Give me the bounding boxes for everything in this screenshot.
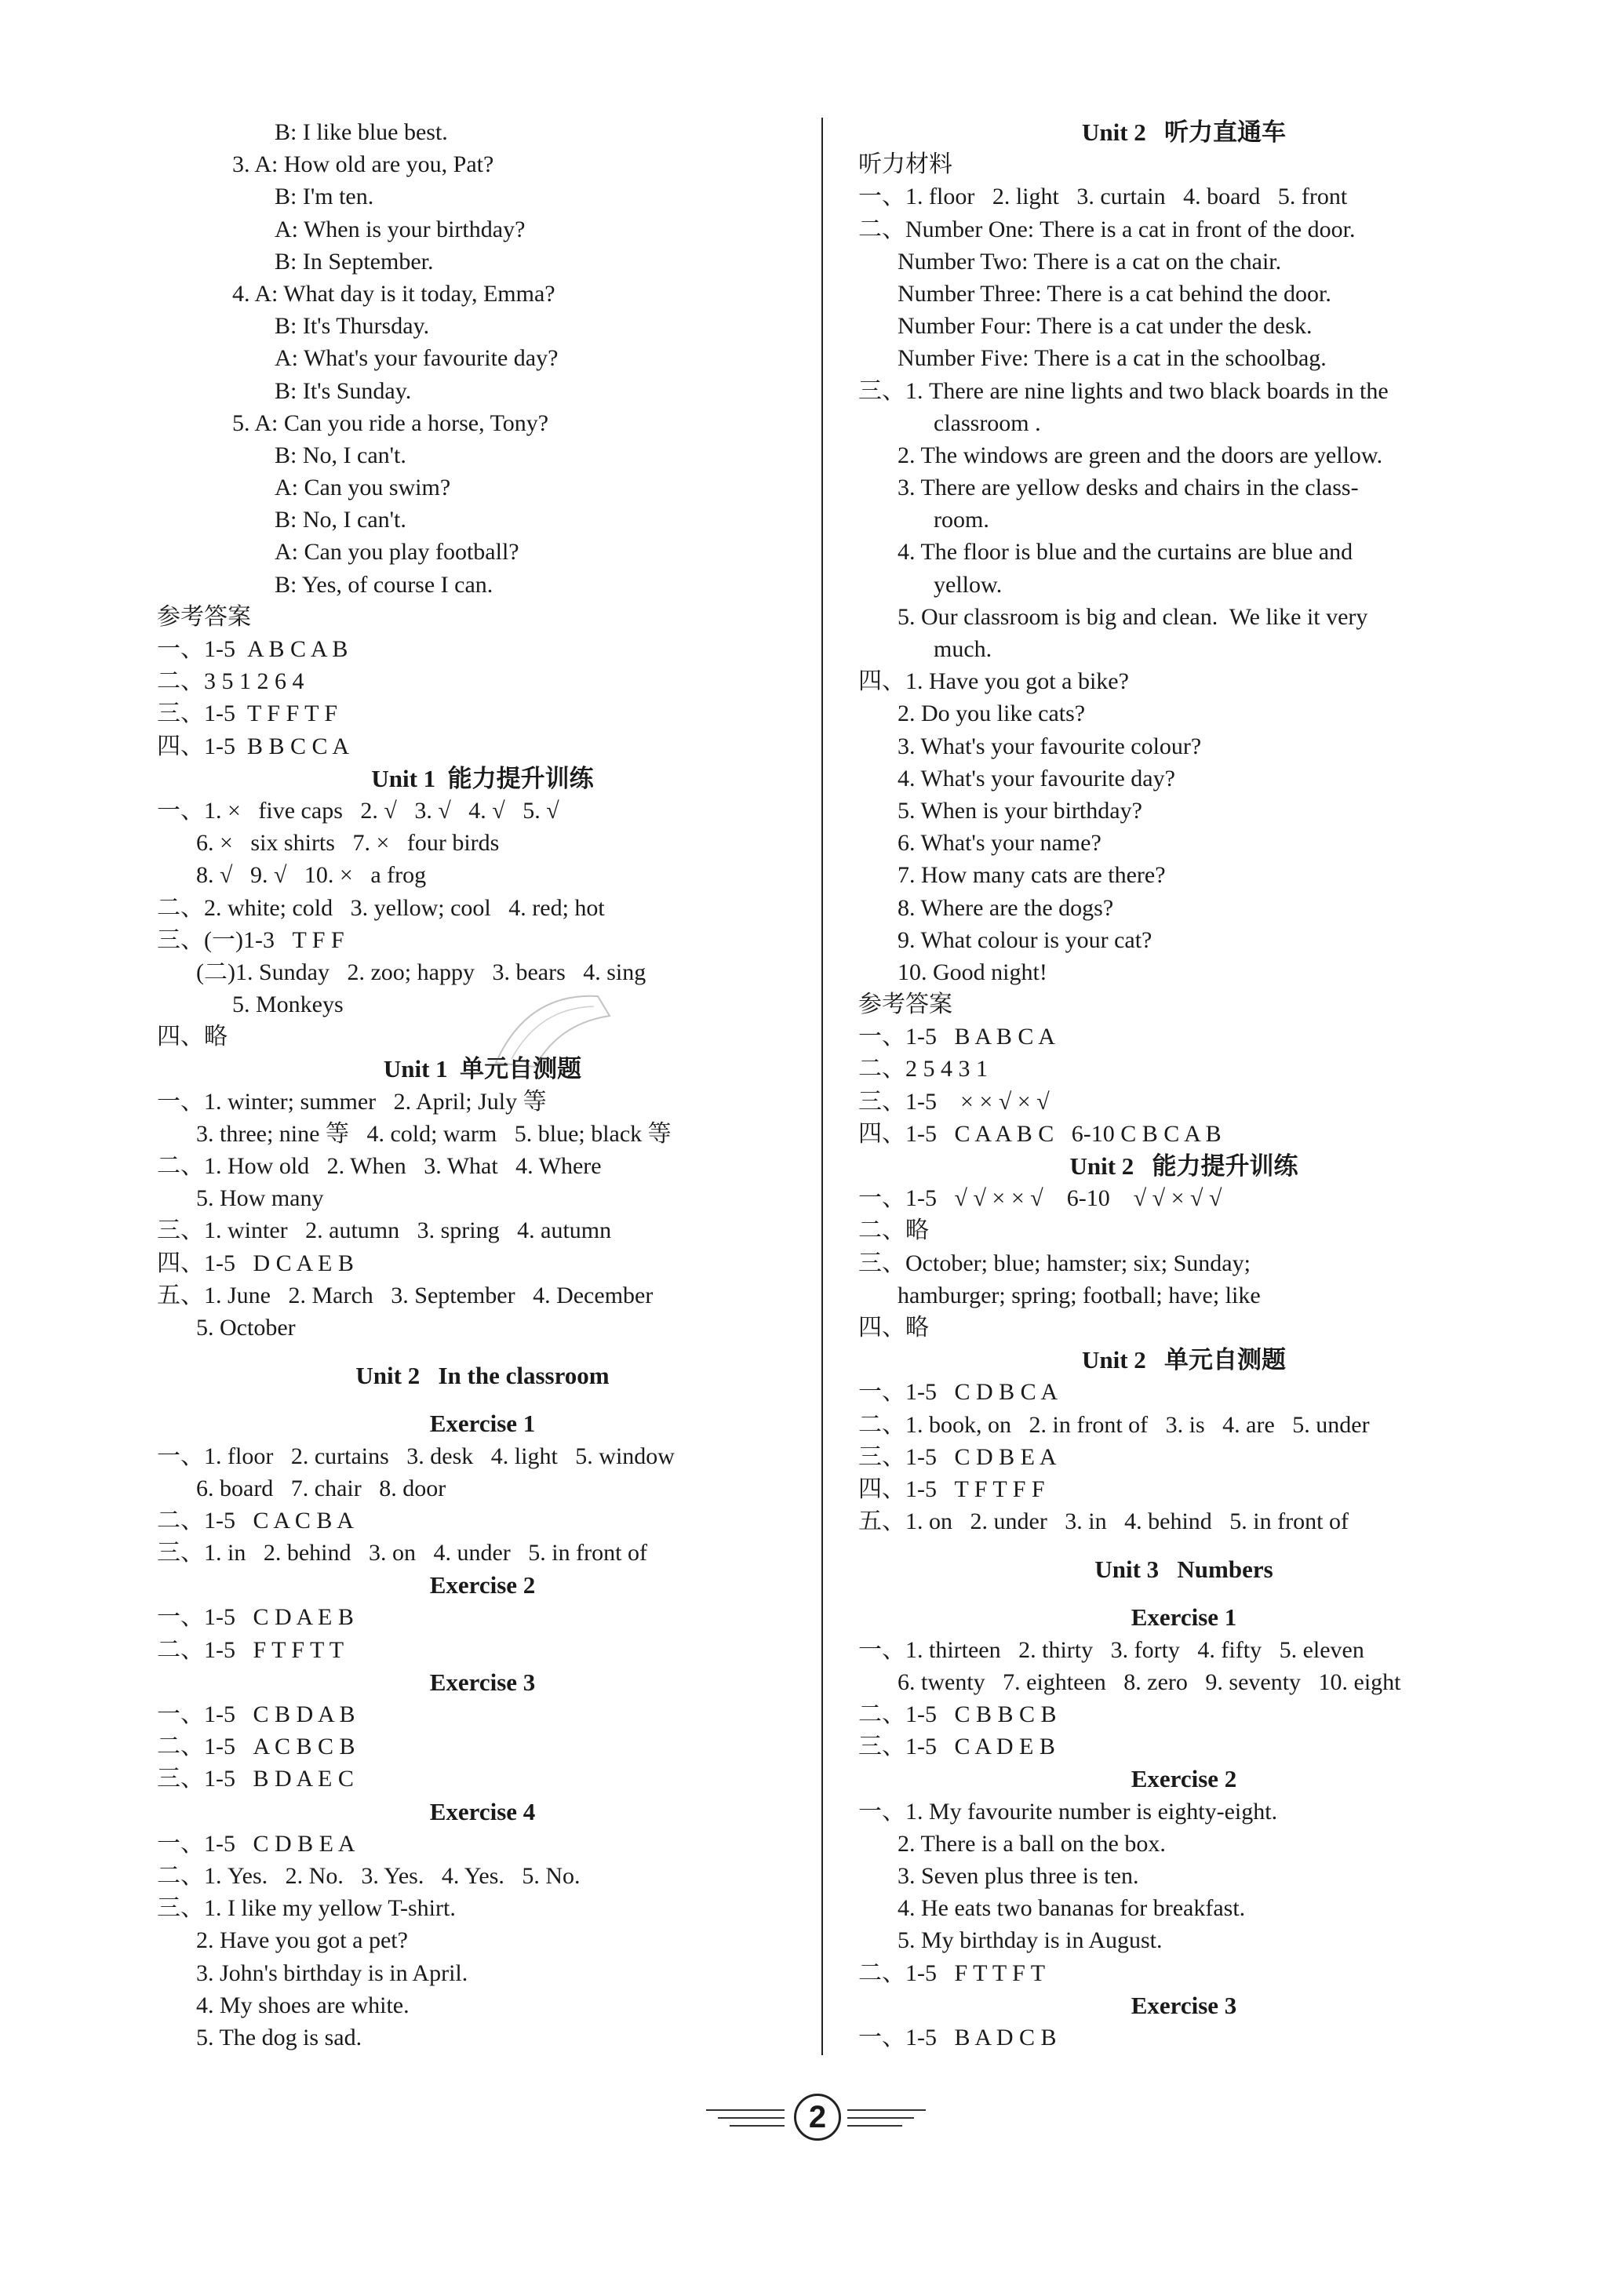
text-line: 5. My birthday is in August. [898, 1927, 1163, 1954]
text-line: 二、Number One: There is a cat in front of the door. [858, 216, 1356, 242]
text-line: classroom . [934, 409, 1041, 436]
text-line: 三、1-5 C D B E A [858, 1443, 1057, 1470]
text-line: B: In September. [275, 248, 434, 275]
text-line: 2. Have you got a pet? [196, 1927, 408, 1954]
section-heading: Exercise 3 [1131, 1991, 1237, 2019]
text-line: B: It's Sunday. [275, 377, 412, 404]
text-line: 6. twenty 7. eighteen 8. zero 9. seventy 10. eight [898, 1668, 1401, 1695]
page-footer [706, 2090, 926, 2153]
section-heading: Unit 1 能力提升训练 [371, 764, 594, 792]
text-line: A: When is your birthday? [275, 216, 526, 242]
section-heading: Unit 2 单元自测题 [1081, 1346, 1287, 1374]
text-line: B: No, I can't. [275, 442, 406, 468]
text-line: 3. A: How old are you, Pat? [232, 151, 494, 178]
text-line: 三、1-5 C A D E B [858, 1734, 1055, 1760]
text-line: 4. The floor is blue and the curtains are blue and [898, 539, 1353, 566]
text-line: 5. October [196, 1314, 296, 1341]
text-line: 6. board 7. chair 8. door [196, 1475, 446, 1501]
section-heading: Exercise 2 [1131, 1765, 1237, 1793]
text-line: 参考答案 [157, 603, 251, 630]
text-line: 二、1-5 F T F T T [157, 1636, 344, 1663]
section-heading: Exercise 3 [429, 1668, 536, 1696]
footer-rule-right [847, 2109, 926, 2111]
footer-rule-right-3 [847, 2125, 902, 2127]
text-line: B: Yes, of course I can. [275, 571, 493, 598]
text-line: 5. A: Can you ride a horse, Tony? [232, 409, 549, 436]
text-line: 一、1-5 C D B C A [858, 1379, 1058, 1406]
text-line: 一、1. My favourite number is eighty-eight. [858, 1798, 1278, 1825]
text-line: 一、1. floor 2. curtains 3. desk 4. light 5. window [157, 1443, 675, 1469]
text-line: 3. three; nine 等 4. cold; warm 5. blue; black 等 [196, 1120, 672, 1147]
text-line: 三、October; blue; hamster; six; Sunday; [858, 1250, 1251, 1276]
text-line: 一、1. thirteen 2. thirty 3. forty 4. fifty 5. eleven [858, 1636, 1364, 1663]
right-column [858, 116, 1509, 2054]
text-line: Number Two: There is a cat on the chair. [898, 248, 1282, 275]
text-line: 四、略 [858, 1314, 929, 1341]
text-line: 7. How many cats are there? [898, 862, 1166, 889]
text-line: 三、1-5 T F F T F [157, 700, 338, 727]
text-line: 3. What's your favourite colour? [898, 733, 1202, 759]
text-line: 四、1-5 C A A B C 6-10 C B C A B [858, 1120, 1222, 1147]
text-line: 五、1. June 2. March 3. September 4. December [157, 1282, 654, 1308]
spacer [858, 1585, 1509, 1601]
text-line: 二、2 5 4 3 1 [858, 1056, 988, 1083]
section-heading: Exercise 2 [429, 1571, 536, 1599]
text-line: 2. The windows are green and the doors are yellow. [898, 442, 1383, 468]
page-number: 2 [794, 2094, 841, 2141]
text-line: 一、1-5 C B D A B [157, 1701, 355, 1727]
text-line: 一、1. floor 2. light 3. curtain 4. board 5. front [858, 184, 1348, 210]
text-line: 5. The dog is sad. [196, 2024, 362, 2050]
spacer [858, 1537, 1509, 1553]
spacer [157, 1392, 808, 1407]
text-line: 一、1-5 A B C A B [157, 636, 348, 662]
text-line: A: What's your favourite day? [275, 345, 559, 372]
text-line: 四、略 [157, 1024, 228, 1050]
text-line: 四、1-5 T F T F F [858, 1475, 1045, 1502]
text-line: 10. Good night! [898, 959, 1047, 985]
text-line: 五、1. on 2. under 3. in 4. behind 5. in front of [858, 1508, 1349, 1535]
column-divider [821, 118, 823, 2055]
text-line: 听力材料 [858, 151, 952, 178]
text-line: 3. Seven plus three is ten. [898, 1862, 1139, 1889]
spacer [157, 1344, 808, 1359]
footer-rule-left-3 [730, 2125, 785, 2127]
section-heading: Unit 2 听力直通车 [1081, 118, 1287, 146]
text-line: Number Four: There is a cat under the desk. [898, 313, 1313, 340]
section-heading: Exercise 1 [429, 1410, 536, 1438]
text-line: 8. Where are the dogs? [898, 894, 1114, 921]
section-heading: Exercise 4 [429, 1797, 536, 1825]
text-line: 5. Monkeys [232, 992, 344, 1018]
text-line: 二、2. white; cold 3. yellow; cool 4. red; hot [157, 894, 605, 921]
text-line: 二、3 5 1 2 6 4 [157, 668, 304, 695]
text-line: 二、1-5 C B B C B [858, 1701, 1057, 1727]
text-line: 四、1-5 B B C C A [157, 733, 350, 759]
text-line: 一、1-5 √ √ × × √ 6-10 √ √ × √ √ [858, 1185, 1222, 1212]
text-line: 三、1-5 × × √ × √ [858, 1088, 1050, 1115]
text-line: A: Can you swim? [275, 475, 451, 501]
text-line: 三、1. winter 2. autumn 3. spring 4. autumn [157, 1217, 612, 1244]
text-line: 2. Do you like cats? [898, 700, 1086, 727]
text-line: 二、1. book, on 2. in front of 3. is 4. are 5. under [858, 1411, 1370, 1438]
text-line: 二、略 [858, 1217, 929, 1244]
text-line: 一、1. winter; summer 2. April; July 等 [157, 1088, 547, 1115]
section-heading: Unit 2 能力提升训练 [1069, 1152, 1298, 1180]
text-line: 一、1. × five caps 2. √ 3. √ 4. √ 5. √ [157, 797, 559, 824]
footer-rule-left-2 [718, 2117, 785, 2119]
watermark-stamp [480, 984, 621, 1075]
text-line: 三、1. There are nine lights and two black boards in the [858, 377, 1389, 404]
text-line: 二、1. How old 2. When 3. What 4. Where [157, 1153, 602, 1179]
text-line: B: It's Thursday. [275, 313, 430, 340]
text-line: 二、1. Yes. 2. No. 3. Yes. 4. Yes. 5. No. [157, 1862, 581, 1889]
text-line: much. [934, 636, 992, 662]
section-heading: Unit 2 In the classroom [355, 1362, 610, 1390]
section-heading: Unit 1 单元自测题 [383, 1055, 582, 1083]
text-line: 8. √ 9. √ 10. × a frog [196, 862, 427, 889]
text-line: 5. Our classroom is big and clean. We like it very [898, 603, 1368, 630]
text-line: 6. × six shirts 7. × four birds [196, 830, 500, 857]
text-line: 二、1-5 A C B C B [157, 1734, 355, 1760]
text-line: yellow. [934, 571, 1003, 598]
text-line: 2. There is a ball on the box. [898, 1830, 1166, 1857]
text-line: 三、(一)1-3 T F F [157, 926, 344, 953]
section-heading: Unit 3 Numbers [1094, 1556, 1273, 1584]
text-line: 5. How many [196, 1185, 324, 1212]
text-line: 二、1-5 C A C B A [157, 1507, 354, 1534]
text-line: Number Three: There is a cat behind the door. [898, 280, 1331, 307]
text-line: room. [934, 507, 989, 533]
text-line: 三、1. in 2. behind 3. on 4. under 5. in front of [157, 1540, 647, 1566]
text-line: B: I like blue best. [275, 119, 448, 145]
left-column [157, 116, 808, 2054]
text-line: 参考答案 [858, 992, 952, 1018]
text-line: 3. There are yellow desks and chairs in the class- [898, 475, 1359, 501]
text-line: 4. What's your favourite day? [898, 765, 1175, 791]
text-line: B: I'm ten. [275, 184, 374, 210]
text-line: 三、1-5 B D A E C [157, 1766, 354, 1792]
text-line: B: No, I can't. [275, 507, 406, 533]
text-line: 4. A: What day is it today, Emma? [232, 280, 555, 307]
text-line: 四、1-5 D C A E B [157, 1250, 354, 1276]
text-line: 6. What's your name? [898, 830, 1101, 857]
text-line: 二、1-5 F T T F T [858, 1959, 1046, 1986]
text-line: 一、1-5 C D B E A [157, 1830, 355, 1857]
text-line: 4. My shoes are white. [196, 1992, 410, 2018]
text-line: 4. He eats two bananas for breakfast. [898, 1895, 1246, 1922]
text-line: 一、1-5 B A D C B [858, 2024, 1057, 2050]
footer-rule-left [706, 2109, 785, 2111]
text-line: 一、1-5 B A B C A [858, 1024, 1055, 1050]
text-line: Number Five: There is a cat in the schoolbag. [898, 345, 1327, 372]
text-line: (二)1. Sunday 2. zoo; happy 3. bears 4. sing [196, 959, 646, 985]
text-line: A: Can you play football? [275, 539, 519, 566]
text-line: 3. John's birthday is in April. [196, 1959, 468, 1986]
section-heading: Exercise 1 [1131, 1603, 1237, 1632]
text-line: 9. What colour is your cat? [898, 926, 1152, 953]
text-line: 5. When is your birthday? [898, 797, 1142, 824]
text-line: hamburger; spring; football; have; like [898, 1282, 1261, 1308]
text-line: 三、1. I like my yellow T-shirt. [157, 1895, 456, 1922]
footer-rule-right-2 [847, 2117, 914, 2119]
text-line: 一、1-5 C D A E B [157, 1604, 354, 1631]
text-line: 四、1. Have you got a bike? [858, 668, 1129, 695]
